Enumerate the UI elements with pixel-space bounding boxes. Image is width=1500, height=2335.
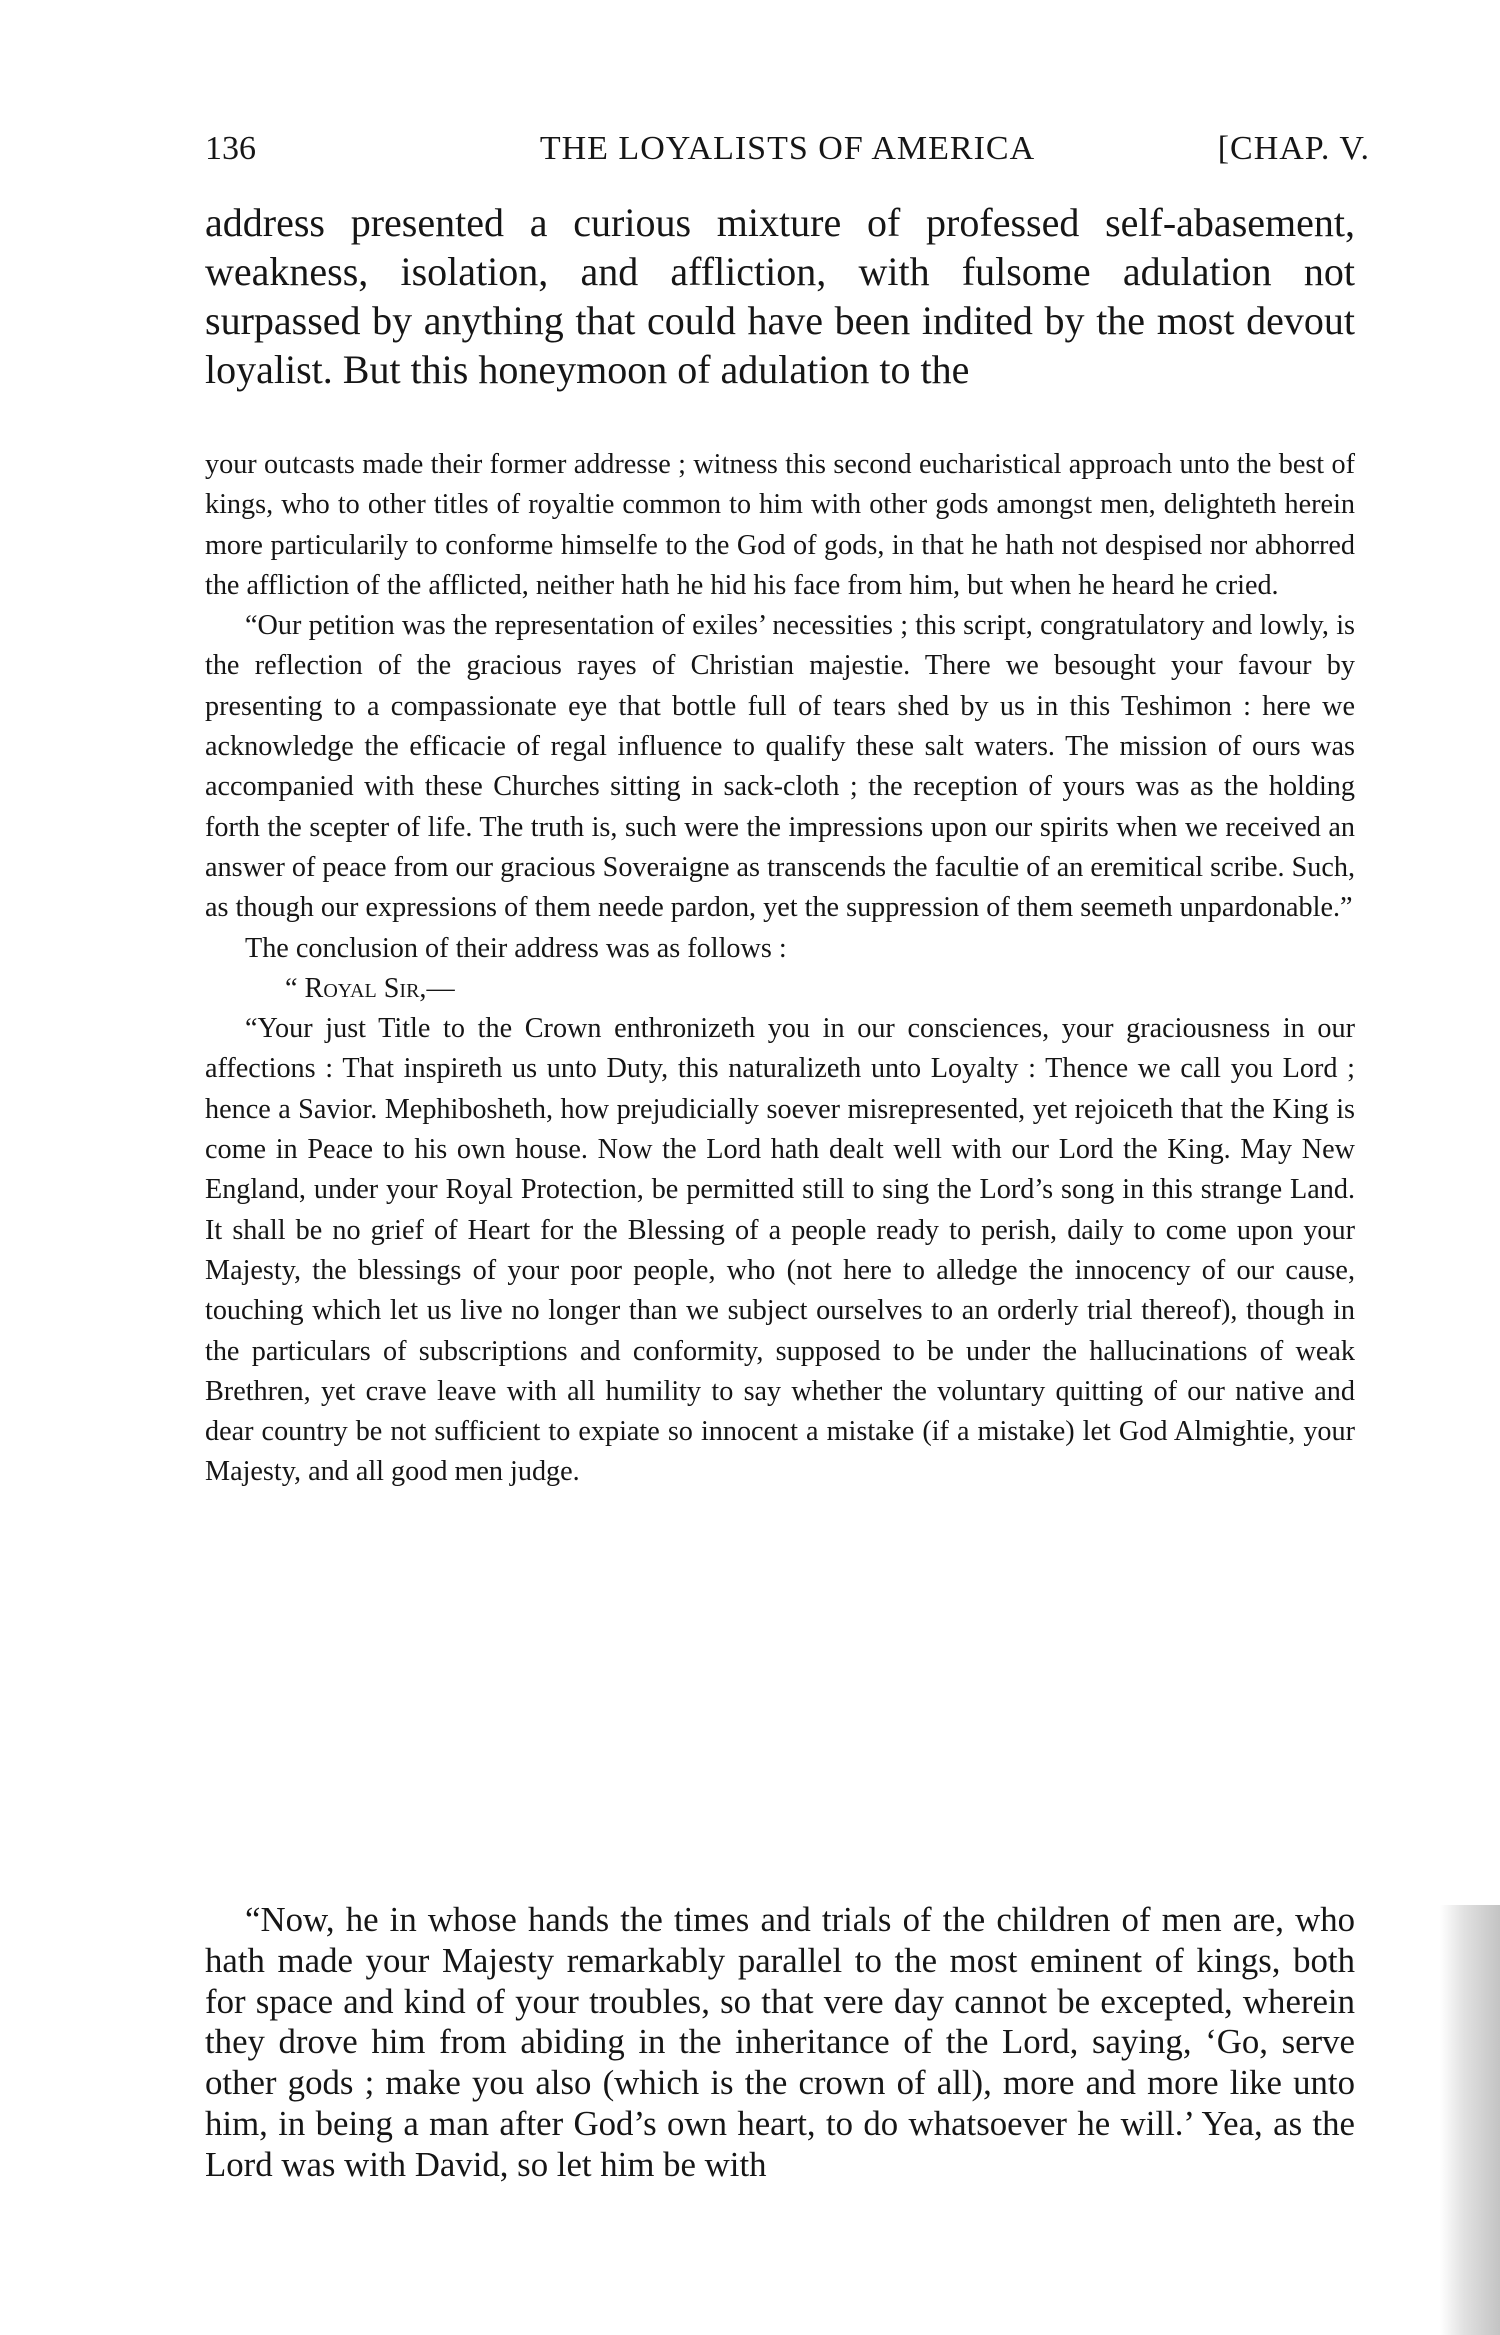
quoted-address [205, 445, 1355, 1675]
quote-paragraph-3: “Your just Title to the Crown enthronizeth you in our consciences, your graciousness in our affections : That inspireth us unto Duty, this naturalizeth unto Loyalty : Thence we call you Lord ; hence a Savior. Mephibosheth, how prejudicially soever misrepresented, yet rejoiceth that the King is come in Peace to his own house. Now the Lord hath dealt well with our Lord the King. May New England, under your Royal Protection, be permitted still to sing the Lord’s song in this strange Land. It shall be no grief of Heart for the Blessing of a people ready to perish, daily to come upon your Majesty, the blessings of your poor people, who (not here to alledge the innocency of our cause, touching which let us live no longer than we subject ourselves to an orderly trial thereof), though in the particulars of subscriptions and conformity, supposed to be under the hallucinations of weak Brethren, yet crave leave with all humility to say whether the voluntary quitting of our native and dear country be not sufficient to expiate so innocent a mistake (if a mistake) let God Almightie, your Majesty, and all good men judge. [205, 1013, 1355, 1488]
quote-conclusion-intro: The conclusion of their address was as follows : [245, 932, 787, 964]
page-edge-shadow [1440, 1905, 1500, 2335]
quote-salutation: “ Royal Sir,— [285, 972, 455, 1004]
quote-paragraph-2: “Our petition was the representation of exiles’ necessities ; this script, congratulatory and lowly, is the reflection of the gracious rayes of Christian majestie. There we besought your favour by presenting to a compassionate eye that bottle full of tears shed by us in this Teshimon : here we acknowledge the efficacie of regal influence to qualify these salt waters. The mission of ours was accompanied with these Churches sitting in sack-cloth ; the reception of yours was as the holding forth the scepter of life. The truth is, such were the impressions upon our spirits when we received an answer of peace from our gracious Soveraigne as transcends the facultie of an eremitical scribe. Such, as though our expressions of them neede pardon, yet the suppression of them seemeth unpardonable.” [205, 610, 1355, 924]
quote-paragraph-1: your outcasts made their former addresse ; witness this second eucharistical approach unto the best of kings, who to other titles of royaltie common to him with other gods amongst men, delighteth herein more particularily to conforme himselfe to the God of gods, in that he hath not despised nor abhorred the affliction of the afflicted, neither hath he hid his face from him, but when he heard he cried. [205, 449, 1355, 601]
page-number: 136 [205, 130, 256, 167]
running-header [205, 124, 1370, 174]
chapter-marker: [CHAP. V. [1217, 130, 1370, 167]
running-title: THE LOYALISTS OF AMERICA [539, 130, 1036, 167]
intro-paragraph: address presented a curious mixture of professed self-abasement, weakness, isolation, and affliction, with fulsome adulation not surpassed by anything that could have been indited by the most devout loyalist. But this honeymoon of adulation to the [205, 200, 1355, 392]
closing-section [205, 1900, 1355, 2186]
closing-paragraph: “Now, he in whose hands the times and trials of the children of men are, who hath made your Majesty remarkably parallel to the most eminent of kings, both for space and kind of your troubles, so that vere day cannot be excepted, wherein they drove him from abiding in the inheritance of the Lord, saying, ‘Go, serve other gods ; make you also (which is the crown of all), more and more like unto him, in being a man after God’s own heart, to do whatsoever he will.’ Yea, as the Lord was with David, so let him be with [205, 1900, 1355, 2184]
